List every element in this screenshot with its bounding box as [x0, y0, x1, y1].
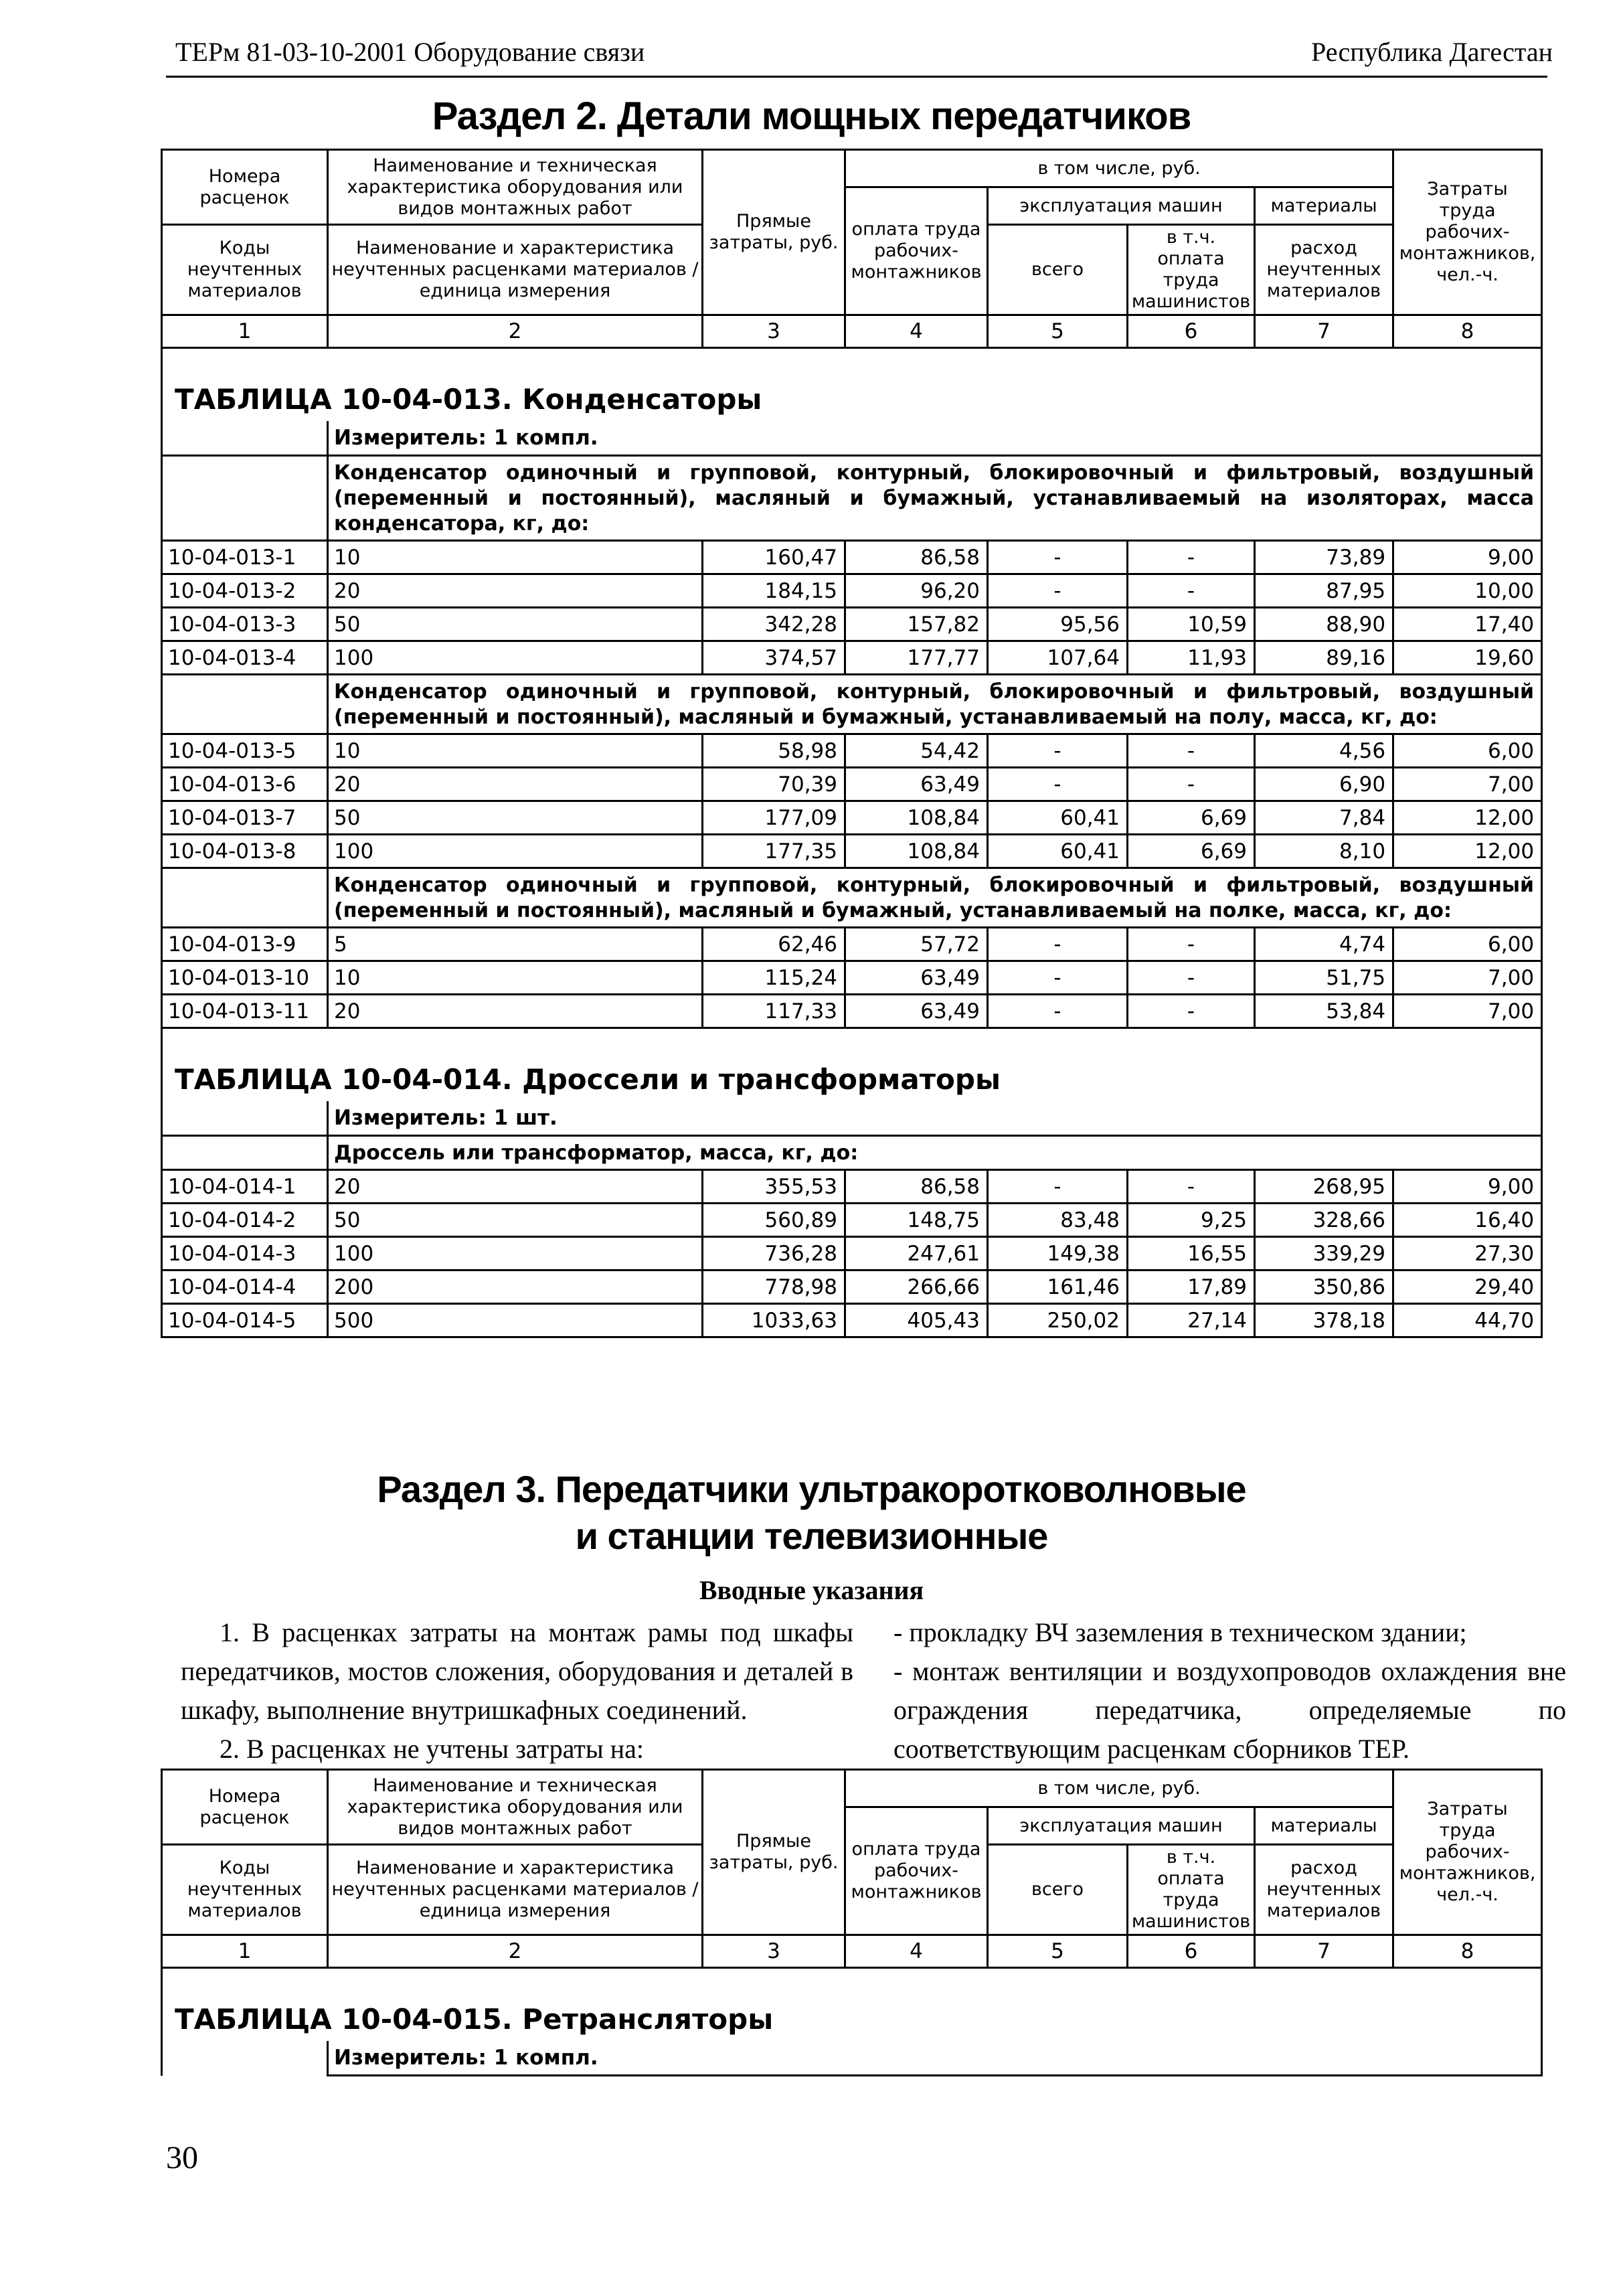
- rate-code: 10-04-013-8: [162, 835, 328, 868]
- header-materials-consumption: расход неучтенных материалов: [1255, 1845, 1393, 1935]
- header-direct-costs: Прямые затраты, руб.: [703, 150, 845, 315]
- operator-wages: -: [1128, 541, 1255, 574]
- table-title: ТАБЛИЦА 10-04-014. Дроссели и трансформаторы: [162, 1028, 1542, 1102]
- direct-costs: 70,39: [703, 768, 845, 801]
- parameter: 20: [328, 574, 703, 608]
- header-materials: материалы: [1255, 187, 1393, 225]
- machines-total: -: [988, 768, 1128, 801]
- labor: 6,00: [1393, 928, 1542, 961]
- machines-total: -: [988, 995, 1128, 1028]
- header-material-codes: Коды неучтенных материалов: [162, 225, 328, 315]
- labor: 16,40: [1393, 1204, 1542, 1237]
- table-row: [162, 995, 1542, 1028]
- header-work-name: Наименование и техническая характеристика оборудования или видов монтажных работ: [328, 150, 703, 225]
- intro-title: Вводные указания: [699, 1575, 924, 1605]
- header-direct-costs: Прямые затраты, руб.: [703, 1770, 845, 1935]
- direct-costs: 177,35: [703, 835, 845, 868]
- group-description-row: [162, 1136, 1542, 1170]
- labor: 7,00: [1393, 961, 1542, 995]
- column-number: 3: [703, 1935, 845, 1968]
- rate-code: 10-04-013-7: [162, 801, 328, 835]
- column-number: 5: [988, 1935, 1128, 1968]
- operator-wages: -: [1128, 1170, 1255, 1204]
- parameter: 100: [328, 835, 703, 868]
- rate-code: 10-04-013-1: [162, 541, 328, 574]
- header-row: [162, 150, 1542, 187]
- column-number: 4: [845, 1935, 988, 1968]
- direct-costs: 374,57: [703, 641, 845, 675]
- materials: 4,56: [1255, 734, 1393, 768]
- column-number: 3: [703, 315, 845, 348]
- operator-wages: -: [1128, 961, 1255, 995]
- intro-column-left: [181, 1613, 853, 1769]
- labor: 19,60: [1393, 641, 1542, 675]
- column-number: 6: [1128, 315, 1255, 348]
- header-labor: Затраты труда рабочих-монтажников, чел.-ч.: [1393, 150, 1542, 315]
- operator-wages: -: [1128, 768, 1255, 801]
- header-including: в том числе, руб.: [845, 150, 1393, 187]
- rates-table-section-3: [161, 1769, 1543, 2076]
- blank-cell: [162, 2041, 328, 2076]
- parameter: 5: [328, 928, 703, 961]
- direct-costs: 778,98: [703, 1270, 845, 1304]
- labor: 9,00: [1393, 541, 1542, 574]
- labor: 10,00: [1393, 574, 1542, 608]
- header-machines: эксплуатация машин: [988, 1807, 1255, 1845]
- table-row: [162, 835, 1542, 868]
- machines-total: 161,46: [988, 1270, 1128, 1304]
- parameter: 20: [328, 768, 703, 801]
- direct-costs: 560,89: [703, 1204, 845, 1237]
- operator-wages: -: [1128, 574, 1255, 608]
- worker-wages: 86,58: [845, 541, 988, 574]
- machines-total: 60,41: [988, 835, 1128, 868]
- labor: 12,00: [1393, 835, 1542, 868]
- table-title: ТАБЛИЦА 10-04-013. Конденсаторы: [162, 348, 1542, 422]
- parameter: 50: [328, 801, 703, 835]
- column-number-row: [162, 315, 1542, 348]
- labor: 12,00: [1393, 801, 1542, 835]
- labor: 7,00: [1393, 995, 1542, 1028]
- worker-wages: 148,75: [845, 1204, 988, 1237]
- rate-code: 10-04-014-4: [162, 1270, 328, 1304]
- operator-wages: 27,14: [1128, 1304, 1255, 1337]
- column-number: 1: [162, 315, 328, 348]
- blank-cell: [162, 456, 328, 541]
- parameter: 10: [328, 734, 703, 768]
- column-number: 4: [845, 315, 988, 348]
- direct-costs: 58,98: [703, 734, 845, 768]
- machines-total: 95,56: [988, 608, 1128, 641]
- parameter: 200: [328, 1270, 703, 1304]
- parameter: 100: [328, 1237, 703, 1270]
- materials: 89,16: [1255, 641, 1393, 675]
- table-title-row: [162, 1028, 1542, 1102]
- operator-wages: 11,93: [1128, 641, 1255, 675]
- section-2-title: Раздел 2. Детали мощных передатчиков: [432, 94, 1191, 138]
- table-meter: Измеритель: 1 шт.: [328, 1101, 1542, 1136]
- column-number: 6: [1128, 1935, 1255, 1968]
- intro-paragraph: 2. В расценках не учтены затраты на:: [220, 1734, 644, 1764]
- table-row: [162, 608, 1542, 641]
- rate-code: 10-04-013-9: [162, 928, 328, 961]
- rate-code: 10-04-013-3: [162, 608, 328, 641]
- intro-paragraph: 1. В расценках затраты на монтаж рамы под шкафы передатчиков, мостов сложения, оборудования и деталей в шкафу, выполнение внутришкафных соединений.: [181, 1617, 853, 1725]
- labor: 27,30: [1393, 1237, 1542, 1270]
- header-labor: Затраты труда рабочих-монтажников, чел.-ч.: [1393, 1770, 1542, 1935]
- intro-paragraph: - прокладку ВЧ заземления в техническом здании;: [893, 1617, 1467, 1647]
- operator-wages: -: [1128, 995, 1255, 1028]
- direct-costs: 736,28: [703, 1237, 845, 1270]
- materials: 51,75: [1255, 961, 1393, 995]
- column-number: 1: [162, 1935, 328, 1968]
- table-row: [162, 734, 1542, 768]
- parameter: 20: [328, 995, 703, 1028]
- materials: 87,95: [1255, 574, 1393, 608]
- labor: 29,40: [1393, 1270, 1542, 1304]
- running-header-right: Республика Дагестан: [1311, 37, 1553, 67]
- machines-total: 149,38: [988, 1237, 1128, 1270]
- labor: 9,00: [1393, 1170, 1542, 1204]
- table-row: [162, 961, 1542, 995]
- table-row: [162, 801, 1542, 835]
- table-row: [162, 641, 1542, 675]
- machines-total: -: [988, 928, 1128, 961]
- direct-costs: 115,24: [703, 961, 845, 995]
- machines-total: -: [988, 734, 1128, 768]
- table-row: [162, 928, 1542, 961]
- labor: 7,00: [1393, 768, 1542, 801]
- materials: 350,86: [1255, 1270, 1393, 1304]
- worker-wages: 96,20: [845, 574, 988, 608]
- worker-wages: 63,49: [845, 995, 988, 1028]
- table-row: [162, 574, 1542, 608]
- header-machines-total: всего: [988, 1845, 1128, 1935]
- machines-total: -: [988, 1170, 1128, 1204]
- worker-wages: 63,49: [845, 961, 988, 995]
- table-row: [162, 768, 1542, 801]
- column-number: 8: [1393, 315, 1542, 348]
- table-meter-row: [162, 1101, 1542, 1136]
- group-description-row: [162, 456, 1542, 541]
- direct-costs: 1033,63: [703, 1304, 845, 1337]
- machines-total: 107,64: [988, 641, 1128, 675]
- worker-wages: 177,77: [845, 641, 988, 675]
- operator-wages: -: [1128, 928, 1255, 961]
- blank-cell: [162, 421, 328, 456]
- direct-costs: 117,33: [703, 995, 845, 1028]
- header-materials-consumption: расход неучтенных материалов: [1255, 225, 1393, 315]
- worker-wages: 57,72: [845, 928, 988, 961]
- materials: 6,90: [1255, 768, 1393, 801]
- column-number: 7: [1255, 1935, 1393, 1968]
- intro-paragraph: - монтаж вентиляции и воздухопроводов охлаждения вне ограждения передатчика, определяемые по соответствующим расценкам сборников ТЕР.: [893, 1656, 1566, 1764]
- machines-total: 250,02: [988, 1304, 1128, 1337]
- materials: 328,66: [1255, 1204, 1393, 1237]
- header-including: в том числе, руб.: [845, 1770, 1393, 1807]
- column-number: 2: [328, 1935, 703, 1968]
- table-title-row: [162, 1968, 1542, 2042]
- table-row: [162, 1304, 1542, 1337]
- labor: 17,40: [1393, 608, 1542, 641]
- parameter: 10: [328, 541, 703, 574]
- column-number: 5: [988, 315, 1128, 348]
- worker-wages: 157,82: [845, 608, 988, 641]
- materials: 8,10: [1255, 835, 1393, 868]
- table-row: [162, 1270, 1542, 1304]
- blank-cell: [162, 1101, 328, 1136]
- operator-wages: 16,55: [1128, 1237, 1255, 1270]
- running-header-left: ТЕРм 81-03-10-2001 Оборудование связи: [175, 37, 645, 67]
- operator-wages: 10,59: [1128, 608, 1255, 641]
- parameter: 50: [328, 1204, 703, 1237]
- worker-wages: 86,58: [845, 1170, 988, 1204]
- header-row: [162, 1770, 1542, 1807]
- operator-wages: 17,89: [1128, 1270, 1255, 1304]
- worker-wages: 108,84: [845, 835, 988, 868]
- rate-code: 10-04-014-1: [162, 1170, 328, 1204]
- column-number: 2: [328, 315, 703, 348]
- column-number: 7: [1255, 315, 1393, 348]
- parameter: 500: [328, 1304, 703, 1337]
- machines-total: -: [988, 541, 1128, 574]
- header-material-codes: Коды неучтенных материалов: [162, 1845, 328, 1935]
- header-operator-wages: в т.ч. оплата труда машинистов: [1128, 225, 1255, 315]
- table-row: [162, 1237, 1542, 1270]
- rate-code: 10-04-013-11: [162, 995, 328, 1028]
- parameter: 50: [328, 608, 703, 641]
- table-meter: Измеритель: 1 компл.: [328, 421, 1542, 456]
- header-materials: материалы: [1255, 1807, 1393, 1845]
- rate-code: 10-04-013-6: [162, 768, 328, 801]
- header-work-name: Наименование и техническая характеристика оборудования или видов монтажных работ: [328, 1770, 703, 1845]
- rate-code: 10-04-013-5: [162, 734, 328, 768]
- labor: 6,00: [1393, 734, 1542, 768]
- table-row: [162, 1204, 1542, 1237]
- header-rate-number: Номера расценок: [162, 1770, 328, 1845]
- table-meter-row: [162, 421, 1542, 456]
- direct-costs: 62,46: [703, 928, 845, 961]
- page-number: 30: [166, 2140, 198, 2176]
- direct-costs: 355,53: [703, 1170, 845, 1204]
- materials: 4,74: [1255, 928, 1393, 961]
- machines-total: 83,48: [988, 1204, 1128, 1237]
- header-operator-wages: в т.ч. оплата труда машинистов: [1128, 1845, 1255, 1935]
- section-3-title-line-2: и станции телевизионные: [575, 1515, 1048, 1557]
- section-3-title: [0, 1466, 1623, 1560]
- materials: 378,18: [1255, 1304, 1393, 1337]
- table-title: ТАБЛИЦА 10-04-015. Ретрансляторы: [162, 1968, 1542, 2042]
- rate-code: 10-04-014-5: [162, 1304, 328, 1337]
- blank-cell: [162, 1136, 328, 1170]
- machines-total: 60,41: [988, 801, 1128, 835]
- rate-code: 10-04-013-2: [162, 574, 328, 608]
- materials: 7,84: [1255, 801, 1393, 835]
- operator-wages: -: [1128, 734, 1255, 768]
- header-material-names: Наименование и характеристика неучтенных расценками материалов / единица измерения: [328, 1845, 703, 1935]
- group-description: Конденсатор одиночный и групповой, контурный, блокировочный и фильтровый, воздушный (переменный и постоянный), масляный и бумажный, устанавливаемый на полу, масса, кг, до:: [328, 675, 1542, 734]
- header-material-names: Наименование и характеристика неучтенных расценками материалов / единица измерения: [328, 225, 703, 315]
- machines-total: -: [988, 961, 1128, 995]
- blank-cell: [162, 675, 328, 734]
- labor: 44,70: [1393, 1304, 1542, 1337]
- table-meter: Измеритель: 1 компл.: [328, 2041, 1542, 2076]
- direct-costs: 177,09: [703, 801, 845, 835]
- header-machines-total: всего: [988, 225, 1128, 315]
- rate-code: 10-04-013-4: [162, 641, 328, 675]
- materials: 268,95: [1255, 1170, 1393, 1204]
- rate-code: 10-04-013-10: [162, 961, 328, 995]
- direct-costs: 342,28: [703, 608, 845, 641]
- operator-wages: 9,25: [1128, 1204, 1255, 1237]
- group-description: Конденсатор одиночный и групповой, контурный, блокировочный и фильтровый, воздушный (переменный и постоянный), масляный и бумажный, устанавливаемый на полке, масса, кг, до:: [328, 868, 1542, 928]
- materials: 53,84: [1255, 995, 1393, 1028]
- worker-wages: 54,42: [845, 734, 988, 768]
- intro-column-right: [893, 1613, 1566, 1769]
- worker-wages: 63,49: [845, 768, 988, 801]
- group-description-row: [162, 675, 1542, 734]
- table-title-row: [162, 348, 1542, 422]
- worker-wages: 405,43: [845, 1304, 988, 1337]
- materials: 339,29: [1255, 1237, 1393, 1270]
- operator-wages: 6,69: [1128, 801, 1255, 835]
- rates-table-section-2: [161, 149, 1543, 1338]
- parameter: 100: [328, 641, 703, 675]
- machines-total: -: [988, 574, 1128, 608]
- group-description-row: [162, 868, 1542, 928]
- section-3-title-line-1: Раздел 3. Передатчики ультракоротковолновые: [377, 1468, 1246, 1510]
- direct-costs: 184,15: [703, 574, 845, 608]
- table-row: [162, 1170, 1542, 1204]
- parameter: 10: [328, 961, 703, 995]
- header-rate-number: Номера расценок: [162, 150, 328, 225]
- rate-code: 10-04-014-2: [162, 1204, 328, 1237]
- header-rule: [166, 76, 1547, 78]
- parameter: 20: [328, 1170, 703, 1204]
- materials: 88,90: [1255, 608, 1393, 641]
- header-worker-wages: оплата труда рабочих-монтажников: [845, 1807, 988, 1935]
- column-number-row: [162, 1935, 1542, 1968]
- header-worker-wages: оплата труда рабочих-монтажников: [845, 187, 988, 315]
- header-machines: эксплуатация машин: [988, 187, 1255, 225]
- group-description: Дроссель или трансформатор, масса, кг, до:: [328, 1136, 1542, 1170]
- blank-cell: [162, 868, 328, 928]
- worker-wages: 108,84: [845, 801, 988, 835]
- direct-costs: 160,47: [703, 541, 845, 574]
- column-number: 8: [1393, 1935, 1542, 1968]
- operator-wages: 6,69: [1128, 835, 1255, 868]
- table-meter-row: [162, 2041, 1542, 2076]
- group-description: Конденсатор одиночный и групповой, контурный, блокировочный и фильтровый, воздушный (переменный и постоянный), масляный и бумажный, устанавливаемый на изоляторах, масса конденсатора, кг, до:: [328, 456, 1542, 541]
- worker-wages: 247,61: [845, 1237, 988, 1270]
- rate-code: 10-04-014-3: [162, 1237, 328, 1270]
- materials: 73,89: [1255, 541, 1393, 574]
- table-row: [162, 541, 1542, 574]
- worker-wages: 266,66: [845, 1270, 988, 1304]
